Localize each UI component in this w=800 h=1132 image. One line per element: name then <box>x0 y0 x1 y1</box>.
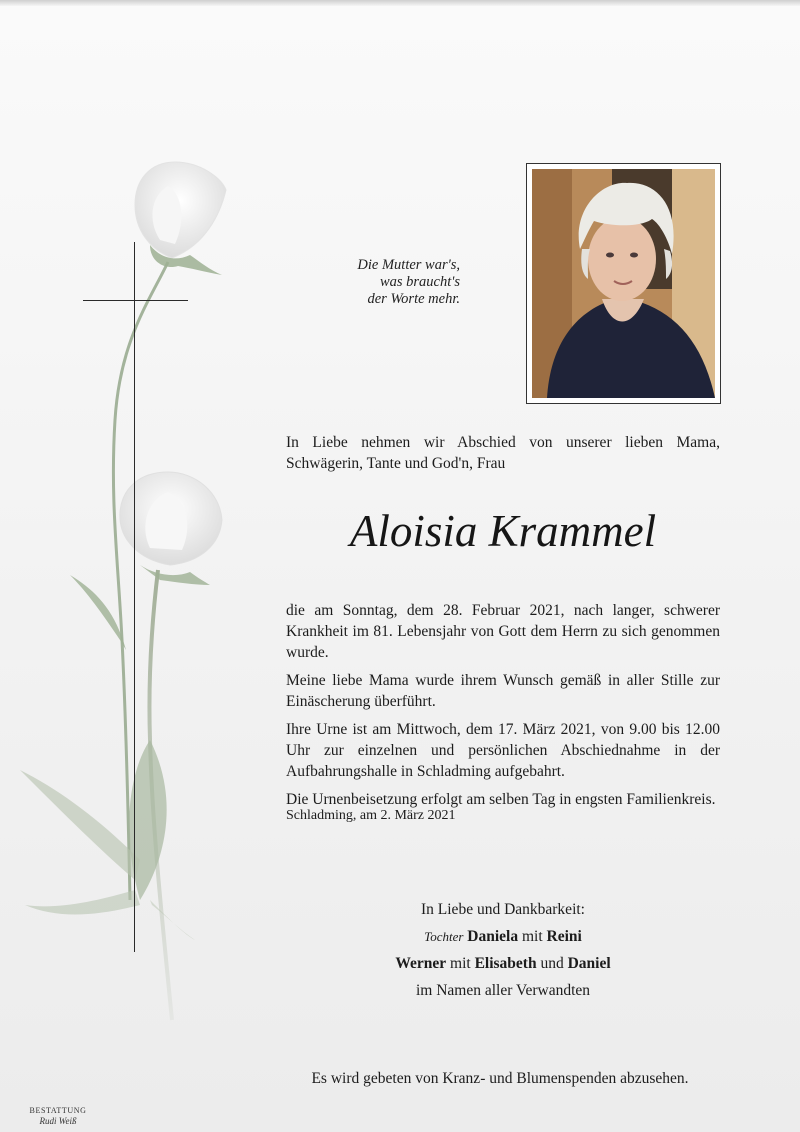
body-paragraph: Meine liebe Mama wurde ihrem Wunsch gemäß in aller Stille zur Einäscherung überführt. <box>286 672 720 710</box>
place-date: Schladming, am 2. März 2021 <box>286 808 456 823</box>
mourner-name: Daniela <box>467 928 519 945</box>
deceased-name: Aloisia Krammel <box>349 506 657 556</box>
mourner-name: Reini <box>546 928 582 945</box>
body-paragraph: die am Sonntag, dem 28. Februar 2021, nach langer, schwerer Krankheit im 81. Lebensjahr von Gott dem Herrn zu sich genommen wurde. <box>286 602 720 661</box>
cross-horizontal-bar <box>83 300 188 301</box>
connector-word: und <box>540 955 564 972</box>
portrait-photo <box>532 169 715 398</box>
portrait-frame <box>526 163 721 404</box>
connector-word: mit <box>450 955 471 972</box>
mourners-line-2 <box>286 950 720 977</box>
undertaker-line-1: BESTATTUNG <box>29 1106 87 1115</box>
mourner-name: Elisabeth <box>474 955 537 972</box>
undertaker-signature <box>18 1106 98 1126</box>
thanks-closing: im Namen aller Verwandten <box>415 982 591 999</box>
mourners-line-1 <box>286 923 720 950</box>
body-paragraph: Die Urnenbeisetzung erfolgt am selben Tag in engsten Familienkreis. <box>286 791 716 808</box>
scan-edge <box>0 0 800 6</box>
quote-line: was braucht's <box>379 274 460 290</box>
cross-vertical-bar <box>134 242 135 952</box>
undertaker-line-2: Rudi Weiß <box>39 1116 77 1126</box>
donation-note: Es wird gebeten von Kranz- und Blumenspenden abzusehen. <box>311 1070 689 1087</box>
mourner-name: Daniel <box>567 955 611 972</box>
thanks-heading: In Liebe und Dankbarkeit: <box>421 901 585 918</box>
white-roses-illustration <box>0 150 260 1050</box>
connector-word: mit <box>521 928 543 945</box>
intro-text: In Liebe nehmen wir Abschied von unserer lieben Mama, Schwägerin, Tante und God'n, Frau <box>286 434 720 472</box>
obituary-body <box>286 600 720 817</box>
memorial-quote <box>300 257 460 308</box>
mourners-block <box>286 896 720 1004</box>
mourner-name: Werner <box>395 955 447 972</box>
quote-line: Die Mutter war's, <box>357 257 460 273</box>
relation-label: Tochter <box>424 929 464 944</box>
quote-line: der Worte mehr. <box>367 291 460 307</box>
body-paragraph: Ihre Urne ist am Mittwoch, dem 17. März 2021, von 9.00 bis 12.00 Uhr zur einzelnen und persönlichen Abschiednahme in der Aufbahrungshalle in Schladming aufgebahrt. <box>286 721 720 780</box>
